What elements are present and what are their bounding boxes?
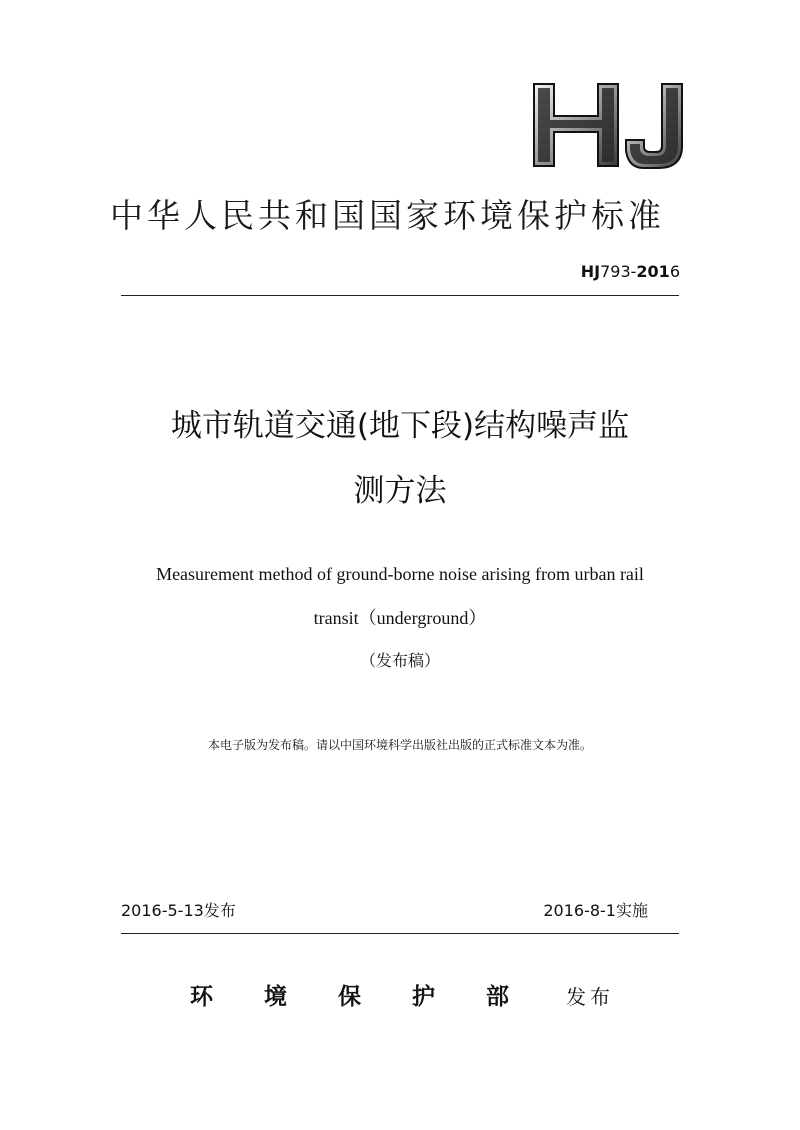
effective-date: 2016-8-1实施: [543, 901, 648, 920]
publisher-char: 境: [264, 983, 287, 1010]
publisher-char: 保: [338, 983, 361, 1010]
logo-letter-h: [534, 84, 618, 166]
publisher-issue: 发布: [566, 985, 614, 1009]
hj-logo: [528, 80, 688, 172]
standard-code-number: 793-: [600, 262, 637, 281]
standard-code-year-tail: 6: [669, 262, 680, 281]
header-divider: [121, 295, 679, 296]
edition-notice: 本电子版为发布稿。请以中国环境科学出版社出版的正式标准文本为准。: [207, 738, 592, 752]
standard-code-prefix: HJ: [580, 262, 601, 281]
publisher-char: 护: [412, 983, 435, 1010]
standard-code: [581, 262, 680, 281]
release-date: 2016-5-13发布: [121, 901, 236, 920]
release-status: （发布稿）: [359, 651, 440, 670]
title-en-line2: transit（underground）: [313, 608, 487, 628]
standard-code-year-bold: 201: [636, 262, 670, 281]
publisher-char: 部: [486, 983, 509, 1010]
logo-text: HJ: [528, 80, 530, 81]
title-en-line1: Measurement method of ground-borne noise arising from urban rail: [156, 564, 644, 584]
title-cn-line2: 测方法: [353, 473, 447, 509]
publisher: [190, 978, 614, 1011]
footer-divider: [121, 933, 679, 934]
org-title: 中华人民共和国国家环境保护标准: [110, 196, 665, 235]
logo-letter-j: [626, 84, 682, 168]
title-cn-line1: 城市轨道交通(地下段)结构噪声监: [170, 408, 630, 444]
publisher-char: 环: [190, 983, 213, 1010]
